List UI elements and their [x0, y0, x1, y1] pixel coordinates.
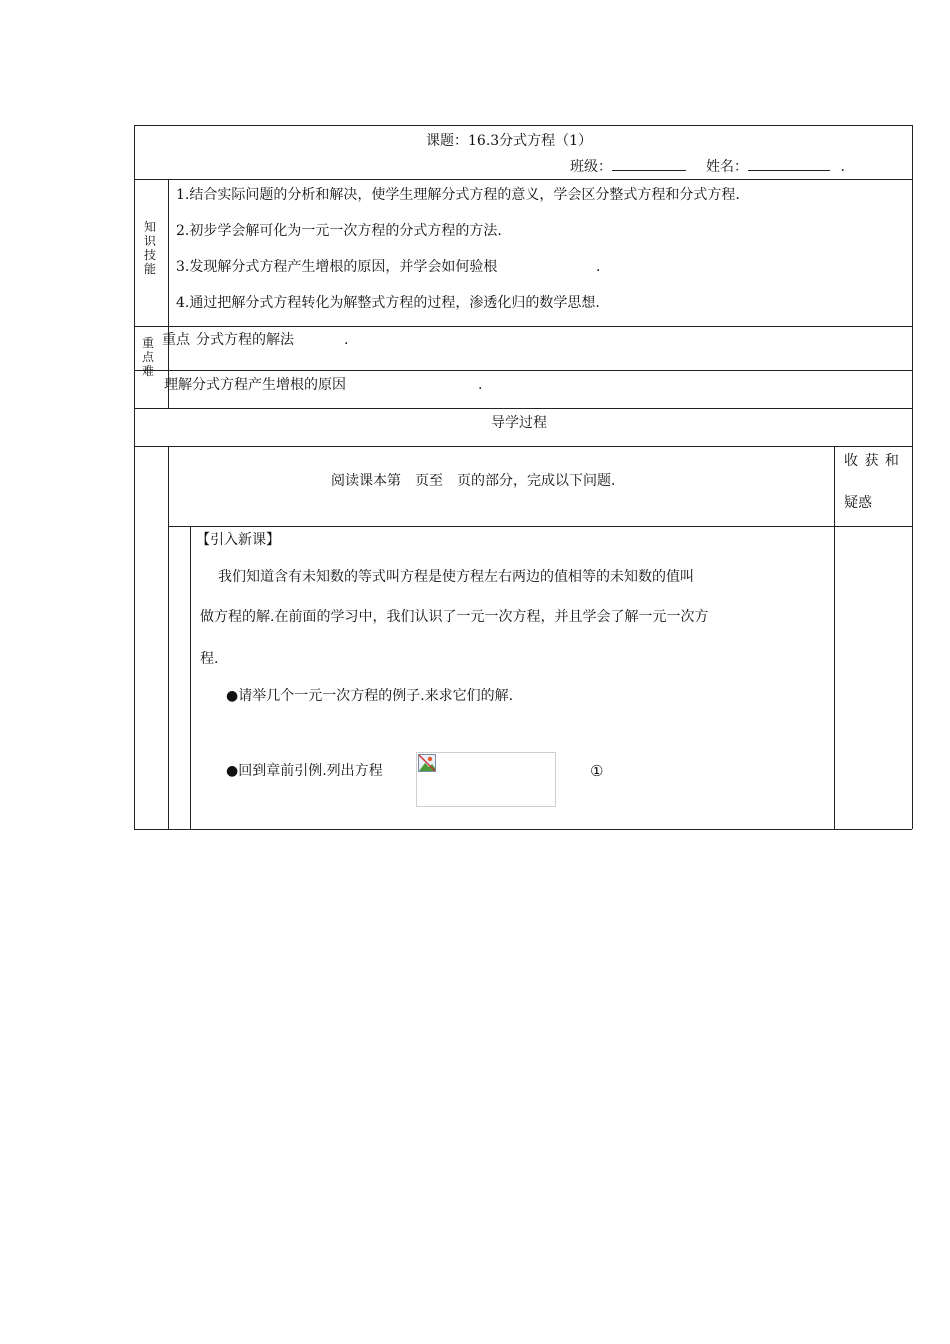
- table-left-border: [134, 125, 135, 829]
- harvest-label-line2: 疑惑: [844, 495, 872, 511]
- lesson-title: 课题：16.3分式方程（1）: [426, 133, 593, 149]
- intro-paragraph-3: 程.: [200, 651, 219, 667]
- reading-instruction: 阅读课本第 页至 页的部分，完成以下问题.: [331, 473, 616, 489]
- equation-image-placeholder: [416, 752, 556, 807]
- class-field: [570, 157, 686, 176]
- objectives-label: 知 识 技 能: [143, 220, 156, 276]
- harvest-column-divider: [834, 446, 835, 829]
- key-difficult-label: 重 点 难: [141, 336, 154, 378]
- class-blank: [612, 157, 686, 171]
- table-right-border: [912, 125, 913, 829]
- key-point: 分式方程的解法: [196, 332, 294, 348]
- intro-heading: 【引入新课】: [196, 532, 280, 548]
- name-field: [706, 157, 845, 176]
- difficult-point-end: .: [478, 377, 483, 393]
- row-divider-key: [134, 370, 912, 371]
- row-divider-header: [134, 179, 912, 180]
- objective-2: 2.初步学会解可化为一元一次方程的分式方程的方法.: [176, 223, 502, 239]
- key-prefix: 重点: [162, 332, 190, 348]
- harvest-label-line1: 收 获 和: [844, 453, 900, 469]
- name-blank: [748, 157, 830, 171]
- row-divider-reading: [168, 526, 912, 527]
- objective-1: 1.结合实际问题的分析和解决，使学生理解分式方程的意义，学会区分整式方程和分式方程.: [176, 187, 740, 203]
- bullet-examples: ●请举几个一元一次方程的例子.来求它们的解.: [226, 688, 514, 704]
- row-divider-objectives: [134, 326, 912, 327]
- objective-3-end: .: [596, 259, 601, 275]
- objective-3: 3.发现解分式方程产生增根的原因，并学会如何验根: [176, 259, 498, 275]
- row-divider-process-title: [134, 446, 912, 447]
- intro-paragraph-1: 我们知道含有未知数的等式叫方程是使方程左右两边的值相等的未知数的值叫: [218, 569, 694, 585]
- key-point-end: .: [344, 332, 349, 348]
- row-divider-difficult: [134, 408, 912, 409]
- difficult-point: 理解分式方程产生增根的原因: [164, 377, 346, 393]
- process-left-divider: [168, 446, 169, 829]
- intro-paragraph-2: 做方程的解.在前面的学习中，我们认识了一元一次方程，并且学会了解一元一次方: [200, 609, 709, 625]
- process-inner-divider: [190, 526, 191, 829]
- name-label: 姓名：: [706, 159, 748, 175]
- class-label: 班级：: [570, 159, 612, 175]
- table-top-border: [134, 125, 912, 126]
- header-end-mark: .: [840, 159, 845, 175]
- objective-4: 4.通过把解分式方程转化为解整式方程的过程，渗透化归的数学思想.: [176, 295, 600, 311]
- broken-image-icon: [418, 754, 436, 772]
- table-bottom-border: [134, 829, 912, 830]
- bullet-equation: ●回到章前引例.列出方程: [226, 763, 383, 779]
- label-column-divider: [168, 179, 169, 408]
- equation-number: ①: [590, 762, 604, 780]
- process-title: 导学过程: [491, 415, 547, 431]
